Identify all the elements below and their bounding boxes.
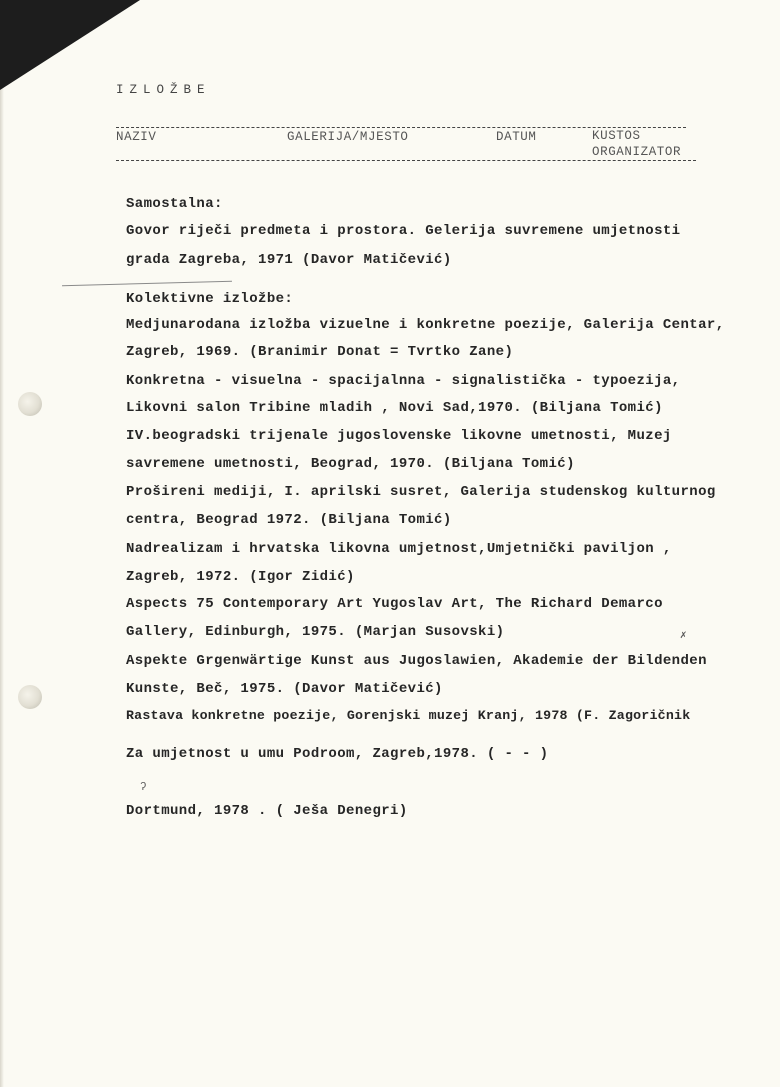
section-heading-kolektivne: Kolektivne izložbe: [126,291,294,307]
column-datum: DATUM [496,130,537,144]
handwritten-mark: ✗ [680,630,687,642]
column-naziv: NAZIV [116,130,157,144]
list-item: Nadrealizam i hrvatska likovna umjetnost,Umjetnički paviljon , [126,541,672,557]
list-item: grada Zagreba, 1971 (Davor Matičević) [126,252,452,268]
list-item: Prošireni mediji, I. aprilski susret, Galerija studenskog kulturnog [126,484,716,500]
section-heading-samostalna: Samostalna: [126,196,223,212]
page-edge-shadow [0,0,4,1087]
header-rule-top [116,127,686,128]
list-item: Likovni salon Tribine mladih , Novi Sad,1970. (Biljana Tomić) [126,400,663,416]
list-item: Govor riječi predmeta i prostora. Gelerija suvremene umjetnosti [126,223,681,239]
list-item: Rastava konkretne poezije, Gorenjski muzej Kranj, 1978 (F. Zagoričnik [126,708,691,723]
list-item: Dortmund, 1978 . ( Ješa Denegri) [126,803,408,819]
punch-hole-upper [18,392,42,416]
list-item: Zagreb, 1972. (Igor Zidić) [126,569,355,585]
list-item: Konkretna - visuelna - spacijalnna - signalistička - typoezija, [126,373,681,389]
header-rule-bottom [116,160,696,161]
folded-corner [0,0,140,90]
list-item: centra, Beograd 1972. (Biljana Tomić) [126,512,452,528]
list-item: Aspects 75 Contemporary Art Yugoslav Art, The Richard Demarco [126,596,663,612]
hand-drawn-line [62,281,232,286]
punch-hole-lower [18,685,42,709]
column-galerija-mjesto: GALERIJA/MJESTO [287,130,409,144]
list-item: Medjunarodana izložba vizuelne i konkretne poezije, Galerija Centar, [126,317,725,333]
list-item: Zagreb, 1969. (Branimir Donat = Tvrtko Zane) [126,344,514,360]
document-title: IZLOŽBE [116,83,211,97]
list-item: Kunste, Beč, 1975. (Davor Matičević) [126,681,443,697]
list-item: Gallery, Edinburgh, 1975. (Marjan Susovski) [126,624,505,640]
list-item: Za umjetnost u umu Podroom, Zagreb,1978. ( - - ) [126,746,549,762]
column-organizator: ORGANIZATOR [592,145,682,159]
handwritten-mark: ʔ [140,782,147,794]
list-item: IV.beogradski trijenale jugoslovenske likovne umetnosti, Muzej [126,428,672,444]
list-item: savremene umetnosti, Beograd, 1970. (Biljana Tomić) [126,456,575,472]
list-item: Aspekte Grgenwärtige Kunst aus Jugoslawien, Akademie der Bildenden [126,653,707,669]
column-kustos: KUSTOS [592,129,641,143]
